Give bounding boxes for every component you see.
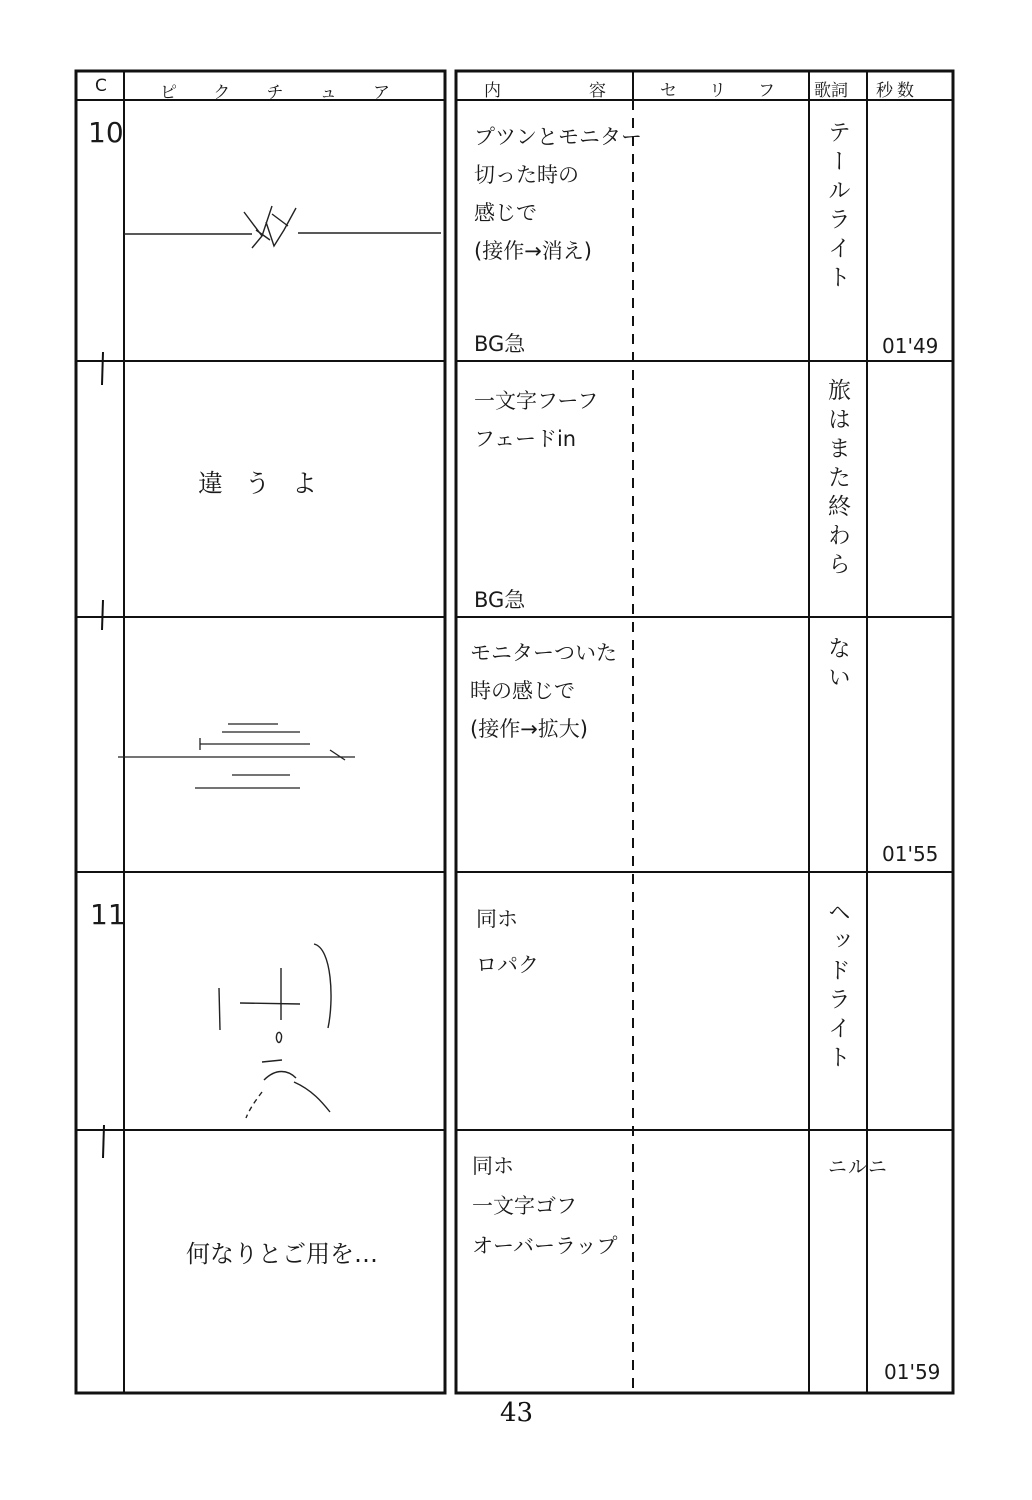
lyrics-cell: ニ ル ニ (824, 1156, 888, 1206)
content-line: プツンとモニター (474, 125, 642, 149)
content-line: 同ホ (476, 907, 518, 931)
content-line: モニターついた (470, 641, 617, 665)
content-cell (470, 634, 617, 748)
bg-note: BG急 (474, 588, 526, 612)
cut-number: 10 (88, 116, 124, 149)
content-line: ロパク (476, 953, 539, 977)
lyrics-cell: 旅はまた終わら (824, 378, 850, 581)
content-line: 同ホ (472, 1154, 514, 1178)
seconds-header: 秒数 (876, 81, 918, 101)
picture-caption: 違うよ (198, 469, 340, 498)
content-cell (474, 118, 642, 270)
content-line: オーバーラップ (472, 1234, 618, 1258)
content-line: 切った時の (474, 163, 579, 187)
sketch-character (219, 944, 331, 1118)
picture-header-char: ュ (319, 83, 337, 103)
lyrics-header: 歌詞 (814, 81, 848, 101)
picture-header-char: チ (266, 83, 284, 103)
content-cell (476, 896, 539, 988)
picture-header-char: ア (373, 83, 390, 103)
picture-header (160, 78, 390, 103)
picture-caption: 何なりとご用を… (186, 1240, 378, 1268)
content-cell (472, 1146, 618, 1266)
sketch-monitor-off (124, 206, 441, 248)
lyrics-cell: ない (824, 636, 850, 694)
content-line: (接作→消え) (474, 239, 592, 263)
dialogue-header-char: セ (660, 81, 677, 101)
content-line: フェードin (474, 427, 577, 451)
lyrics-cell: テールライト (824, 120, 850, 294)
continuation-mark (102, 352, 103, 385)
picture-header-char: ピ (160, 83, 177, 103)
sketch-monitor-on (118, 724, 355, 788)
content-header-char: 容 (589, 81, 606, 101)
content-line: 一文字ゴフ (472, 1194, 577, 1218)
cut-header: C (95, 76, 107, 96)
continuation-mark (103, 1125, 104, 1158)
timecode: 01'55 (882, 842, 939, 866)
dialogue-header (660, 76, 775, 101)
cut-number: 11 (90, 898, 126, 931)
lyrics-cell: ヘッドライト (824, 900, 850, 1074)
dialogue-header-char: フ (758, 81, 775, 101)
continuation-mark (102, 600, 103, 630)
timecode: 01'59 (884, 1360, 941, 1384)
content-header (484, 76, 606, 101)
content-line: 時の感じで (470, 679, 575, 703)
bg-note: BG急 (474, 332, 526, 356)
picture-header-char: ク (213, 83, 231, 103)
page-number: 43 (500, 1398, 534, 1428)
content-cell (474, 382, 598, 458)
dialogue-header-char: リ (709, 81, 726, 101)
timecode: 01'49 (882, 334, 939, 358)
content-line: (接作→拡大) (470, 717, 588, 741)
content-line: 感じで (474, 201, 537, 225)
content-line: 一文字フーフ (474, 389, 599, 413)
content-header-char: 内 (484, 81, 501, 101)
